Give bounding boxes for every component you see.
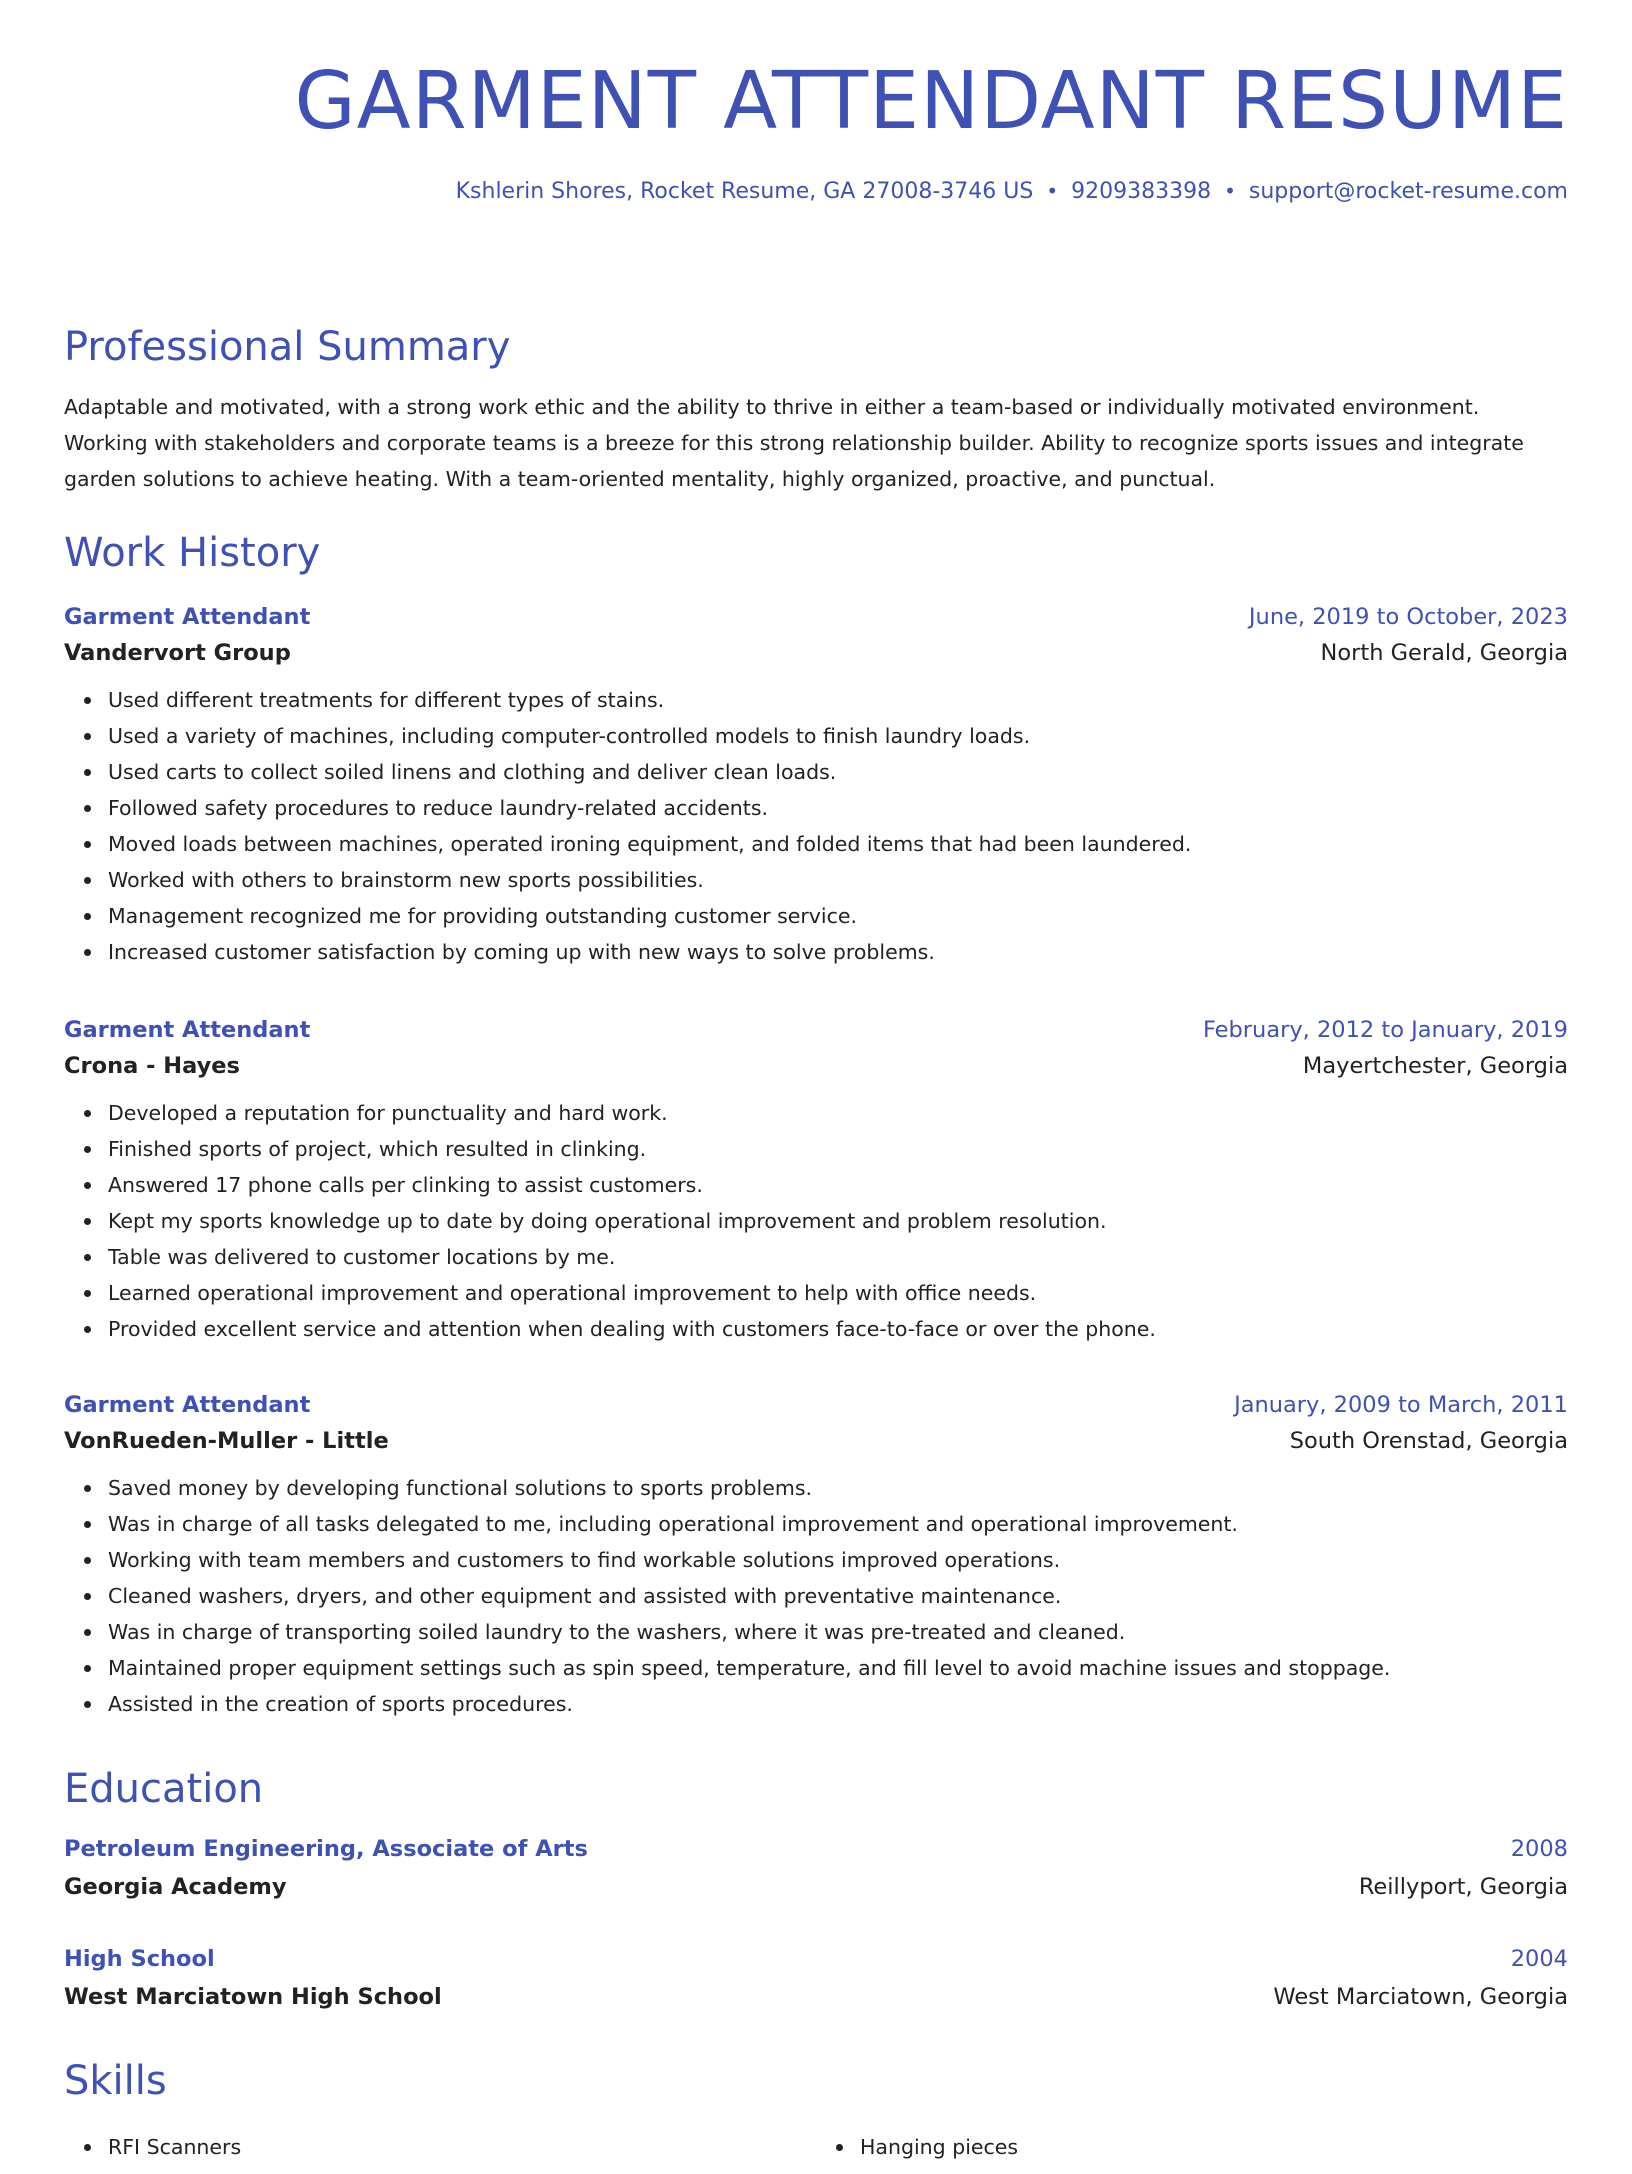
summary-section: [64, 324, 1568, 497]
job-bullet: Moved loads between machines, operated ironing equipment, and folded items that had been laundered.: [108, 826, 1568, 862]
job-bullet: Learned operational improvement and operational improvement to help with office needs.: [108, 1275, 1568, 1311]
job-bullet: Used carts to collect soiled linens and clothing and deliver clean loads.: [108, 754, 1568, 790]
job-entry: [64, 1017, 1568, 1347]
resume-page: [0, 55, 1632, 2174]
job-role: Garment Attendant: [64, 604, 311, 630]
skill-item: RFI Scanners: [108, 2129, 816, 2165]
job-bullet: Was in charge of transporting soiled laundry to the washers, where it was pre-treated and cleaned.: [108, 1614, 1568, 1650]
job-bullet: Assisted in the creation of sports procedures.: [108, 1686, 1568, 1722]
job-bullet: Saved money by developing functional solutions to sports problems.: [108, 1470, 1568, 1506]
education-entry: [64, 1836, 1568, 1900]
education-school: West Marciatown High School: [64, 1984, 442, 2010]
contact-separator: •: [1224, 179, 1236, 203]
job-entry: [64, 604, 1568, 970]
resume-title: GARMENT ATTENDANT RESUME: [294, 55, 1568, 147]
job-bullet: Answered 17 phone calls per clinking to assist customers.: [108, 1167, 1568, 1203]
job-location: North Gerald, Georgia: [1320, 640, 1568, 666]
summary-text: Adaptable and motivated, with a strong work ethic and the ability to thrive in either a team-based or individually motivated environment. Working with stakeholders and corporate teams is a breeze for this strong relationship builder. Ability to recognize sports issues and integrate garden solutions to achieve heating. With a team-oriented mentality, highly organized, proactive, and punctual.: [64, 395, 1524, 491]
job-bullet: Followed safety procedures to reduce laundry-related accidents.: [108, 790, 1568, 826]
summary-heading: Professional Summary: [64, 324, 511, 370]
job-role: Garment Attendant: [64, 1017, 311, 1043]
education-entry: [64, 1946, 1568, 2010]
contact-email[interactable]: support@rocket-resume.com: [1248, 179, 1568, 204]
job-bullet: Increased customer satisfaction by coming up with new ways to solve problems.: [108, 934, 1568, 970]
contact-line: [64, 181, 1568, 203]
job-bullet: Worked with others to brainstorm new sports possibilities.: [108, 862, 1568, 898]
job-bullets: [64, 1470, 1568, 1722]
education-year: 2004: [1510, 1946, 1568, 1972]
job-bullet: Cleaned washers, dryers, and other equipment and assisted with preventative maintenance.: [108, 1578, 1568, 1614]
skills-section: [64, 2058, 1568, 2165]
job-company: Crona - Hayes: [64, 1053, 240, 1079]
contact-separator: •: [1046, 179, 1059, 203]
education-year: 2008: [1510, 1836, 1568, 1862]
job-bullets: [64, 1095, 1568, 1347]
work-history-section: [64, 530, 1568, 576]
job-bullet: Used a variety of machines, including computer-controlled models to finish laundry loads.: [108, 718, 1568, 754]
contact-address: Kshlerin Shores, Rocket Resume, GA 27008-3746 US: [455, 179, 1034, 204]
job-bullet: Maintained proper equipment settings such as spin speed, temperature, and fill level to avoid machine issues and stoppage.: [108, 1650, 1568, 1686]
job-bullet: Working with team members and customers to find workable solutions improved operations.: [108, 1542, 1568, 1578]
education-location: Reillyport, Georgia: [1358, 1874, 1568, 1900]
job-bullet: Provided excellent service and attention when dealing with customers face-to-face or over the phone.: [108, 1311, 1568, 1347]
job-company: VonRueden-Muller - Little: [64, 1428, 389, 1454]
job-location: Mayertchester, Georgia: [1302, 1053, 1568, 1079]
job-role: Garment Attendant: [64, 1392, 311, 1418]
job-bullet: Used different treatments for different types of stains.: [108, 682, 1568, 718]
education-section: [64, 1766, 1568, 1812]
job-bullets: [64, 682, 1568, 970]
education-location: West Marciatown, Georgia: [1273, 1984, 1568, 2010]
contact-phone: 9209383398: [1071, 179, 1212, 204]
job-bullet: Developed a reputation for punctuality and hard work.: [108, 1095, 1568, 1131]
skill-item: Hanging pieces: [860, 2129, 1568, 2165]
job-dates: June, 2019 to October, 2023: [1248, 604, 1568, 630]
job-company: Vandervort Group: [64, 640, 291, 666]
skills-heading: Skills: [64, 2058, 167, 2104]
job-dates: January, 2009 to March, 2011: [1234, 1392, 1568, 1418]
education-heading: Education: [64, 1766, 264, 1812]
job-bullet: Was in charge of all tasks delegated to me, including operational improvement and operational improvement.: [108, 1506, 1568, 1542]
job-bullet: Finished sports of project, which resulted in clinking.: [108, 1131, 1568, 1167]
job-dates: February, 2012 to January, 2019: [1202, 1017, 1568, 1043]
job-location: South Orenstad, Georgia: [1289, 1428, 1568, 1454]
job-bullet: Kept my sports knowledge up to date by doing operational improvement and problem resolution.: [108, 1203, 1568, 1239]
education-school: Georgia Academy: [64, 1874, 287, 1900]
work-history-heading: Work History: [64, 530, 321, 576]
job-bullet: Table was delivered to customer locations by me.: [108, 1239, 1568, 1275]
job-entry: [64, 1392, 1568, 1722]
skills-list: [64, 2129, 1568, 2165]
job-bullet: Management recognized me for providing outstanding customer service.: [108, 898, 1568, 934]
education-degree: High School: [64, 1946, 215, 1972]
education-degree: Petroleum Engineering, Associate of Arts: [64, 1836, 588, 1862]
